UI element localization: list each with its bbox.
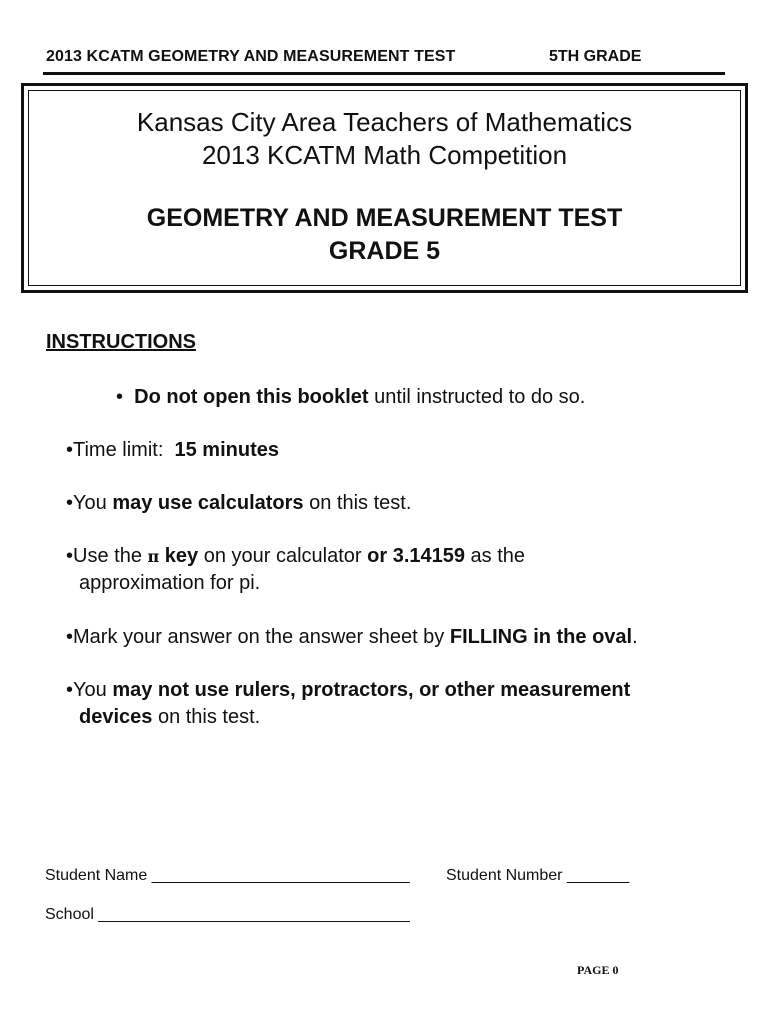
school-row (45, 906, 410, 924)
school-label: School (45, 906, 94, 923)
instruction-text-line2: approximation for pi. (79, 572, 261, 594)
instruction-text: on your calculator (198, 545, 368, 567)
page-number: PAGE 0 (577, 963, 619, 977)
grade-label: GRADE 5 (328, 237, 441, 265)
instruction-bold: may not use rulers, protractors, or other measurement (112, 679, 631, 701)
student-number-row (446, 867, 629, 885)
instruction-text: You (73, 679, 113, 701)
instruction-text-line2: on this test. (152, 706, 261, 728)
instruction-item (66, 624, 638, 651)
bullet: • (66, 545, 74, 567)
instruction-bold-line2: devices (79, 706, 153, 728)
instruction-bold: key (159, 545, 199, 567)
student-name-field[interactable]: _____________________________ (151, 867, 410, 884)
header-rule (43, 72, 725, 75)
bullet: • (66, 492, 74, 514)
test-name: GEOMETRY AND MEASUREMENT TEST (146, 204, 623, 232)
instruction-text: on this test. (303, 492, 412, 514)
instruction-bold: FILLING in the oval (449, 626, 633, 648)
instruction-item (66, 437, 279, 464)
page-header-grade: 5TH GRADE (549, 48, 642, 65)
instruction-bold: or 3.14159 (367, 545, 465, 567)
title-box (21, 83, 748, 293)
bullet: • (116, 386, 124, 408)
instruction-text: . (632, 626, 638, 648)
student-name-label: Student Name (45, 867, 148, 884)
instruction-bold: 15 minutes (174, 439, 279, 461)
school-field[interactable]: ___________________________________ (98, 906, 410, 923)
instruction-bold: Do not open this booklet (134, 386, 369, 408)
page-header-title: 2013 KCATM GEOMETRY AND MEASUREMENT TEST (46, 48, 456, 65)
bullet: • (66, 679, 74, 701)
bullet: • (66, 439, 74, 461)
instruction-text: Time limit: (73, 439, 175, 461)
bullet: • (66, 626, 74, 648)
instruction-text: You (73, 492, 113, 514)
instruction-text: until instructed to do so. (368, 386, 586, 408)
instructions-heading: INSTRUCTIONS (46, 331, 196, 353)
student-number-label: Student Number (446, 867, 563, 884)
student-name-row (45, 867, 410, 885)
instruction-item (66, 543, 525, 597)
instruction-text: as the (465, 545, 526, 567)
pi-symbol: π (147, 547, 160, 566)
instruction-bold: may use calculators (112, 492, 304, 514)
org-name: Kansas City Area Teachers of Mathematics (136, 107, 633, 137)
instruction-item (66, 490, 411, 517)
instruction-text: Mark your answer on the answer sheet by (73, 626, 450, 648)
competition-name: 2013 KCATM Math Competition (201, 140, 568, 170)
instruction-item (116, 384, 585, 411)
instruction-text: Use the (73, 545, 148, 567)
instruction-item (66, 677, 630, 731)
student-number-field[interactable]: _______ (566, 867, 630, 884)
